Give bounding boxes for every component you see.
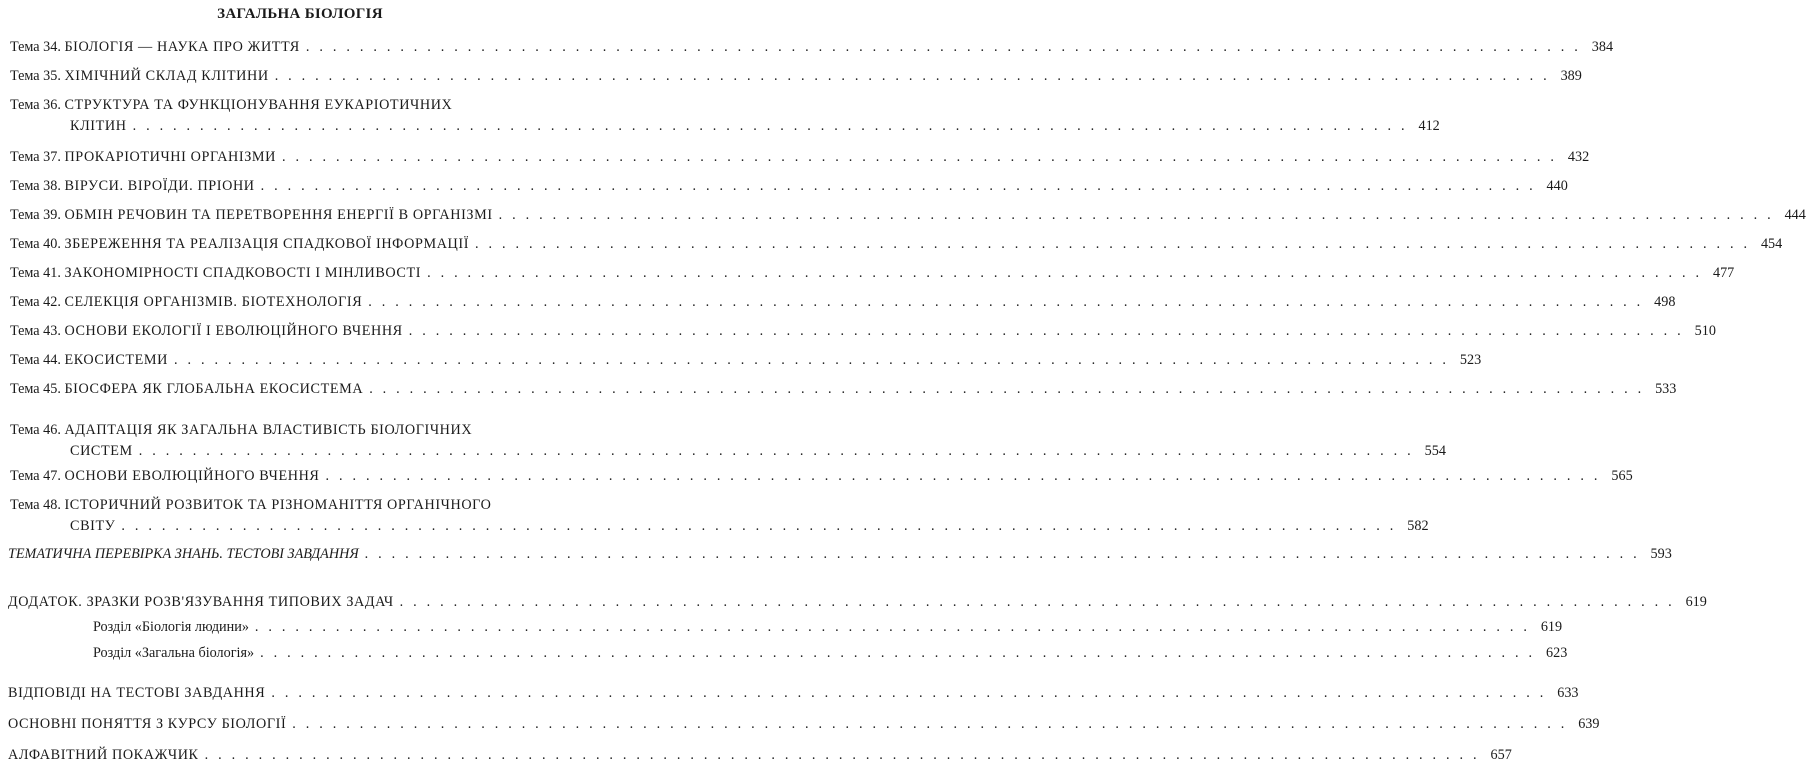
toc-line xyxy=(10,322,1716,340)
topic-number: Тема 44. xyxy=(10,352,65,368)
topic-title: СЕЛЕКЦІЯ ОРГАНІЗМІВ. БІОТЕХНОЛОГІЯ xyxy=(64,294,363,310)
topic-title: ПРОКАРІОТИЧНІ ОРГАНІЗМИ xyxy=(64,149,276,165)
topic-number: Тема 47. xyxy=(10,468,65,484)
page-number: 384 xyxy=(1591,39,1614,55)
toc-line xyxy=(8,715,1600,733)
page-number: 454 xyxy=(1760,236,1783,252)
topic-title: ІСТОРИЧНИЙ РОЗВИТОК ТА РІЗНОМАНІТТЯ ОРГАНІЧНОГО xyxy=(64,497,492,513)
toc-section-title: ВІДПОВІДІ НА ТЕСТОВІ ЗАВДАННЯ xyxy=(8,685,266,701)
toc-line xyxy=(10,380,1677,398)
leader-dots: . . . . . . . . . . . . . . . . . . . . . . . . . . . . . . . . . . . . . . . . . . . . . . . . . . . . . . . . . . . . . . . . . . . . . . . . . . . . . . . . . . . . . . . . . . . . . . . xyxy=(305,39,1582,55)
topic-title-continued: КЛІТИН xyxy=(70,118,127,134)
leader-dots: . . . . . . . . . . . . . . . . . . . . . . . . . . . . . . . . . . . . . . . . . . . . . . . . . . . . . . . . . . . . . . . . . . . . . . . . . . . . . . . . . . . . . . . . . . . . . . . xyxy=(204,747,1480,763)
toc-line xyxy=(93,644,1568,662)
topic-title: АДАПТАЦІЯ ЯК ЗАГАЛЬНА ВЛАСТИВІСТЬ БІОЛОГІЧНИХ xyxy=(64,422,473,438)
leader-dots: . . . . . . . . . . . . . . . . . . . . . . . . . . . . . . . . . . . . . . . . . . . . . . . . . . . . . . . . . . . . . . . . . . . . . . . . . . . . . . . . . . . . . . . . . . . . . . . xyxy=(292,716,1568,732)
toc-line xyxy=(10,206,1806,224)
topic-number: Тема 41. xyxy=(10,265,65,281)
page-number: 639 xyxy=(1578,716,1600,732)
topic-title: ТЕМАТИЧНА ПЕРЕВІРКА ЗНАНЬ. ТЕСТОВІ ЗАВДАННЯ xyxy=(8,546,359,562)
page-number: 389 xyxy=(1560,68,1582,84)
topic-number: Тема 35. xyxy=(10,68,65,84)
toc-line xyxy=(8,746,1512,764)
topic-title: ОБМІН РЕЧОВИН ТА ПЕРЕТВОРЕННЯ ЕНЕРГІЇ В ОРГАНІЗМІ xyxy=(64,207,493,223)
toc-line xyxy=(10,148,1590,166)
page-number: 623 xyxy=(1546,645,1568,661)
topic-number: Тема 43. xyxy=(10,323,65,339)
topic-number: Тема 48. xyxy=(10,497,65,513)
page-number: 412 xyxy=(1418,118,1440,134)
page-number: 593 xyxy=(1650,546,1672,562)
appendix-subsection-title: Розділ «Біологія людини» xyxy=(93,619,249,635)
toc-line xyxy=(8,545,1672,563)
leader-dots: . . . . . . . . . . . . . . . . . . . . . . . . . . . . . . . . . . . . . . . . . . . . . . . . . . . . . . . . . . . . . . . . . . . . . . . . . . . . . . . . . . . . . . . . . . . . . . . xyxy=(282,149,1558,165)
topic-number: Тема 38. xyxy=(10,178,65,194)
topic-title: ОСНОВИ ЕВОЛЮЦІЙНОГО ВЧЕННЯ xyxy=(64,468,320,484)
toc-line xyxy=(10,496,584,514)
leader-dots: . . . . . . . . . . . . . . . . . . . . . . . . . . . . . . . . . . . . . . . . . . . . . . . . . . . . . . . . . . . . . . . . . . . . . . . . . . . . . . . . . . . . . . . . . . . . . . . xyxy=(274,68,1550,84)
leader-dots: . . . . . . . . . . . . . . . . . . . . . . . . . . . . . . . . . . . . . . . . . . . . . . . . . . . . . . . . . . . . . . . . . . . . . . . . . . . . . . . . . . . . . . . . . . . . . . . xyxy=(260,645,1536,661)
toc-line xyxy=(10,421,584,439)
leader-dots: . . . . . . . . . . . . . . . . . . . . . . . . . . . . . . . . . . . . . . . . . . . . . . . . . . . . . . . . . . . . . . . . . . . . . . . . . . . . . . . . . . . . . . . . . . . . . . . xyxy=(408,323,1684,339)
leader-dots: . . . . . . . . . . . . . . . . . . . . . . . . . . . . . . . . . . . . . . . . . . . . . . . . . . . . . . . . . . . . . . . . . . . . . . . . . . . . . . . . . . . . . . . . . . . . . . . xyxy=(121,518,1397,534)
leader-dots: . . . . . . . . . . . . . . . . . . . . . . . . . . . . . . . . . . . . . . . . . . . . . . . . . . . . . . . . . . . . . . . . . . . . . . . . . . . . . . . . . . . . . . . . . . . . . . . xyxy=(369,381,1645,397)
page-number: 533 xyxy=(1655,381,1677,397)
leader-dots: . . . . . . . . . . . . . . . . . . . . . . . . . . . . . . . . . . . . . . . . . . . . . . . . . . . . . . . . . . . . . . . . . . . . . . . . . . . . . . . . . . . . . . . . . . . . . . . xyxy=(174,352,1450,368)
toc-line xyxy=(10,467,1633,485)
toc-line xyxy=(10,177,1568,195)
leader-dots: . . . . . . . . . . . . . . . . . . . . . . . . . . . . . . . . . . . . . . . . . . . . . . . . . . . . . . . . . . . . . . . . . . . . . . . . . . . . . . . . . . . . . . . . . . . . . . . xyxy=(260,178,1536,194)
leader-dots: . . . . . . . . . . . . . . . . . . . . . . . . . . . . . . . . . . . . . . . . . . . . . . . . . . . . . . . . . . . . . . . . . . . . . . . . . . . . . . . . . . . . . . . . . . . . . . . xyxy=(475,236,1751,252)
appendix-subsection-title: Розділ «Загальна біологія» xyxy=(93,645,255,661)
leader-dots: . . . . . . . . . . . . . . . . . . . . . . . . . . . . . . . . . . . . . . . . . . . . . . . . . . . . . . . . . . . . . . . . . . . . . . . . . . . . . . . . . . . . . . . . . . . . . . . xyxy=(399,594,1675,610)
leader-dots: . . . . . . . . . . . . . . . . . . . . . . . . . . . . . . . . . . . . . . . . . . . . . . . . . . . . . . . . . . . . . . . . . . . . . . . . . . . . . . . . . . . . . . . . . . . . . . . xyxy=(368,294,1644,310)
page-number: 477 xyxy=(1712,265,1735,281)
toc-line xyxy=(70,442,1446,460)
page-number: 498 xyxy=(1654,294,1676,310)
page-number: 554 xyxy=(1424,443,1446,459)
leader-dots: . . . . . . . . . . . . . . . . . . . . . . . . . . . . . . . . . . . . . . . . . . . . . . . . . . . . . . . . . . . . . . . . . . . . . . . . . . . . . . . . . . . . . . . . . . . . . . . xyxy=(498,207,1774,223)
leader-dots: . . . . . . . . . . . . . . . . . . . . . . . . . . . . . . . . . . . . . . . . . . . . . . . . . . . . . . . . . . . . . . . . . . . . . . . . . . . . . . . . . . . . . . . . . . . . . . . xyxy=(138,443,1414,459)
page-number: 619 xyxy=(1685,594,1707,610)
topic-number: Тема 42. xyxy=(10,294,65,310)
toc-line xyxy=(8,684,1579,702)
topic-title: БІОЛОГІЯ — НАУКА ПРО ЖИТТЯ xyxy=(64,39,300,55)
appendix-title: ДОДАТОК. ЗРАЗКИ РОЗВ'ЯЗУВАННЯ ТИПОВИХ ЗАДАЧ xyxy=(8,594,394,610)
toc-line xyxy=(10,264,1735,282)
topic-number: Тема 46. xyxy=(10,422,65,438)
page-number: 565 xyxy=(1611,468,1633,484)
topic-title: ЕКОСИСТЕМИ xyxy=(64,352,168,368)
page-number: 633 xyxy=(1557,685,1579,701)
toc-line xyxy=(10,67,1582,85)
page-number: 582 xyxy=(1407,518,1429,534)
page-number: 523 xyxy=(1459,352,1482,368)
page-number: 444 xyxy=(1784,207,1806,223)
toc-section-title: ОСНОВНІ ПОНЯТТЯ З КУРСУ БІОЛОГІЇ xyxy=(8,716,287,732)
page-number: 432 xyxy=(1567,149,1590,165)
topic-title: ОСНОВИ ЕКОЛОГІЇ І ЕВОЛЮЦІЙНОГО ВЧЕННЯ xyxy=(64,323,403,339)
topic-title-continued: СВІТУ xyxy=(70,518,116,534)
page-number: 440 xyxy=(1546,178,1568,194)
leader-dots: . . . . . . . . . . . . . . . . . . . . . . . . . . . . . . . . . . . . . . . . . . . . . . . . . . . . . . . . . . . . . . . . . . . . . . . . . . . . . . . . . . . . . . . . . . . . . . . xyxy=(325,468,1601,484)
toc-line xyxy=(70,517,1429,535)
topic-title: ЗБЕРЕЖЕННЯ ТА РЕАЛІЗАЦІЯ СПАДКОВОЇ ІНФОРМАЦІЇ xyxy=(64,236,470,252)
toc-line xyxy=(8,593,1707,611)
topic-number: Тема 36. xyxy=(10,97,65,113)
toc-line xyxy=(10,351,1482,369)
topic-number: Тема 40. xyxy=(10,236,65,252)
topic-number: Тема 37. xyxy=(10,149,65,165)
leader-dots: . . . . . . . . . . . . . . . . . . . . . . . . . . . . . . . . . . . . . . . . . . . . . . . . . . . . . . . . . . . . . . . . . . . . . . . . . . . . . . . . . . . . . . . . . . . . . . . xyxy=(364,546,1640,562)
topic-number: Тема 34. xyxy=(10,39,65,55)
toc-line xyxy=(10,96,584,114)
leader-dots: . . . . . . . . . . . . . . . . . . . . . . . . . . . . . . . . . . . . . . . . . . . . . . . . . . . . . . . . . . . . . . . . . . . . . . . . . . . . . . . . . . . . . . . . . . . . . . . xyxy=(271,685,1547,701)
toc-section-title: АЛФАВІТНИЙ ПОКАЖЧИК xyxy=(8,747,199,763)
topic-title: СТРУКТУРА ТА ФУНКЦІОНУВАННЯ ЕУКАРІОТИЧНИХ xyxy=(64,97,453,113)
section-title: ЗАГАЛЬНА БІОЛОГІЯ xyxy=(217,6,383,22)
leader-dots: . . . . . . . . . . . . . . . . . . . . . . . . . . . . . . . . . . . . . . . . . . . . . . . . . . . . . . . . . . . . . . . . . . . . . . . . . . . . . . . . . . . . . . . . . . . . . . . xyxy=(254,619,1531,635)
page-number: 657 xyxy=(1490,747,1512,763)
topic-title: ХІМІЧНИЙ СКЛАД КЛІТИНИ xyxy=(64,68,269,84)
toc-line xyxy=(70,117,1440,135)
topic-title: ЗАКОНОМІРНОСТІ СПАДКОВОСТІ І МІНЛИВОСТІ xyxy=(64,265,422,281)
topic-title: ВІРУСИ. ВІРОЇДИ. ПРІОНИ xyxy=(64,178,255,194)
toc-line xyxy=(10,293,1676,311)
leader-dots: . . . . . . . . . . . . . . . . . . . . . . . . . . . . . . . . . . . . . . . . . . . . . . . . . . . . . . . . . . . . . . . . . . . . . . . . . . . . . . . . . . . . . . . . . . . . . . . xyxy=(427,265,1703,281)
topic-number: Тема 45. xyxy=(10,381,65,397)
page-number: 510 xyxy=(1694,323,1716,339)
topic-title-continued: СИСТЕМ xyxy=(70,443,133,459)
toc-line xyxy=(10,235,1783,253)
toc-line xyxy=(10,38,1614,56)
leader-dots: . . . . . . . . . . . . . . . . . . . . . . . . . . . . . . . . . . . . . . . . . . . . . . . . . . . . . . . . . . . . . . . . . . . . . . . . . . . . . . . . . . . . . . . . . . . . . . . xyxy=(132,118,1408,134)
topic-title: БІОСФЕРА ЯК ГЛОБАЛЬНА ЕКОСИСТЕМА xyxy=(64,381,364,397)
toc-line xyxy=(93,618,1563,636)
topic-number: Тема 39. xyxy=(10,207,65,223)
page-number: 619 xyxy=(1540,619,1563,635)
